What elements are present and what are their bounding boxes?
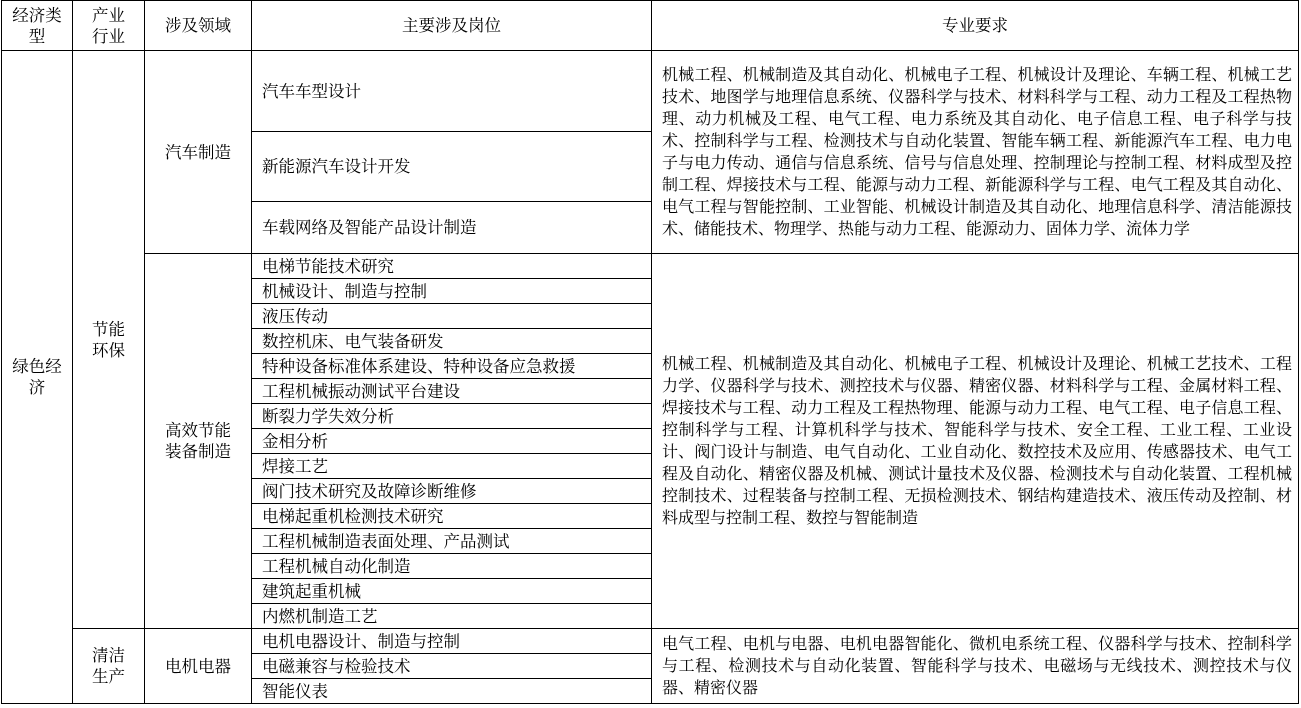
post-cell: 电磁兼容与检验技术 xyxy=(252,654,652,679)
header-majors: 专业要求 xyxy=(652,1,1299,51)
post-cell: 汽车车型设计 xyxy=(252,51,652,132)
majors-cell: 电气工程、电机与电器、电机电器智能化、微机电系统工程、仪器科学与技术、控制科学与工程、检测技术与自动化装置、智能科学与技术、电磁场与无线技术、测控技术与仪器、精密仪器 xyxy=(652,629,1299,704)
post-cell: 新能源汽车设计开发 xyxy=(252,132,652,202)
header-industry: 产业行业 xyxy=(73,1,145,51)
table-row xyxy=(2,254,1299,279)
post-cell: 电梯节能技术研究 xyxy=(252,254,652,279)
post-cell: 机械设计、制造与控制 xyxy=(252,279,652,304)
post-cell: 液压传动 xyxy=(252,304,652,329)
talent-demand-table xyxy=(1,0,1299,704)
post-cell: 电机电器设计、制造与控制 xyxy=(252,629,652,654)
post-cell: 内燃机制造工艺 xyxy=(252,604,652,629)
post-cell: 智能仪表 xyxy=(252,679,652,704)
table-row xyxy=(2,629,1299,654)
header-economy-type: 经济类型 xyxy=(2,1,73,51)
post-cell: 金相分析 xyxy=(252,429,652,454)
industry-cell: 清洁生产 xyxy=(73,629,145,704)
table-header-row xyxy=(2,1,1299,51)
field-cell: 电机电器 xyxy=(145,629,252,704)
majors-cell: 机械工程、机械制造及其自动化、机械电子工程、机械设计及理论、机械工艺技术、工程力学、仪器科学与技术、测控技术与仪器、精密仪器、材料科学与工程、金属材料工程、焊接技术与工程、动力工程及工程热物理、能源与动力工程、电气工程、电子信息工程、控制科学与工程、计算机科学与技术、智能科学与技术、安全工程、工业工程、工业设计、阀门设计与制造、电气自动化、工业自动化、数控技术及应用、传感器技术、电气工程及自动化、精密仪器及机械、测试计量技术及仪器、检测技术与自动化装置、工程机械控制技术、过程装备与控制工程、无损检测技术、钢结构建造技术、液压传动及控制、材料成型与控制工程、数控与智能制造 xyxy=(652,254,1299,629)
post-cell: 工程机械振动测试平台建设 xyxy=(252,379,652,404)
post-cell: 工程机械自动化制造 xyxy=(252,554,652,579)
post-cell: 数控机床、电气装备研发 xyxy=(252,329,652,354)
post-cell: 电梯起重机检测技术研究 xyxy=(252,504,652,529)
post-cell: 建筑起重机械 xyxy=(252,579,652,604)
post-cell: 车载网络及智能产品设计制造 xyxy=(252,202,652,254)
header-field: 涉及领域 xyxy=(145,1,252,51)
field-label: 高效节能装备制造 xyxy=(165,421,231,461)
header-posts: 主要涉及岗位 xyxy=(252,1,652,51)
post-cell: 工程机械制造表面处理、产品测试 xyxy=(252,529,652,554)
field-cell xyxy=(145,254,252,629)
post-cell: 焊接工艺 xyxy=(252,454,652,479)
post-cell: 特种设备标准体系建设、特种设备应急救援 xyxy=(252,354,652,379)
post-cell: 断裂力学失效分析 xyxy=(252,404,652,429)
industry-cell: 节能环保 xyxy=(73,51,145,629)
post-cell: 阀门技术研究及故障诊断维修 xyxy=(252,479,652,504)
table-row xyxy=(2,51,1299,132)
majors-cell: 机械工程、机械制造及其自动化、机械电子工程、机械设计及理论、车辆工程、机械工艺技术、地图学与地理信息系统、仪器科学与技术、材料科学与工程、动力工程及工程热物理、动力机械及工程、电气工程、电力系统及其自动化、电子信息工程、电子科学与技术、控制科学与工程、检测技术与自动化装置、智能车辆工程、新能源汽车工程、电力电子与电力传动、通信与信息系统、信号与信息处理、控制理论与控制工程、材料成型及控制工程、焊接技术与工程、能源与动力工程、新能源科学与工程、电气工程及其自动化、电气工程与智能控制、工业智能、机械设计制造及其自动化、地理信息科学、清洁能源技术、储能技术、物理学、热能与动力工程、能源动力、固体力学、流体力学 xyxy=(652,51,1299,254)
field-cell: 汽车制造 xyxy=(145,51,252,254)
economy-type-cell: 绿色经济 xyxy=(2,51,73,704)
